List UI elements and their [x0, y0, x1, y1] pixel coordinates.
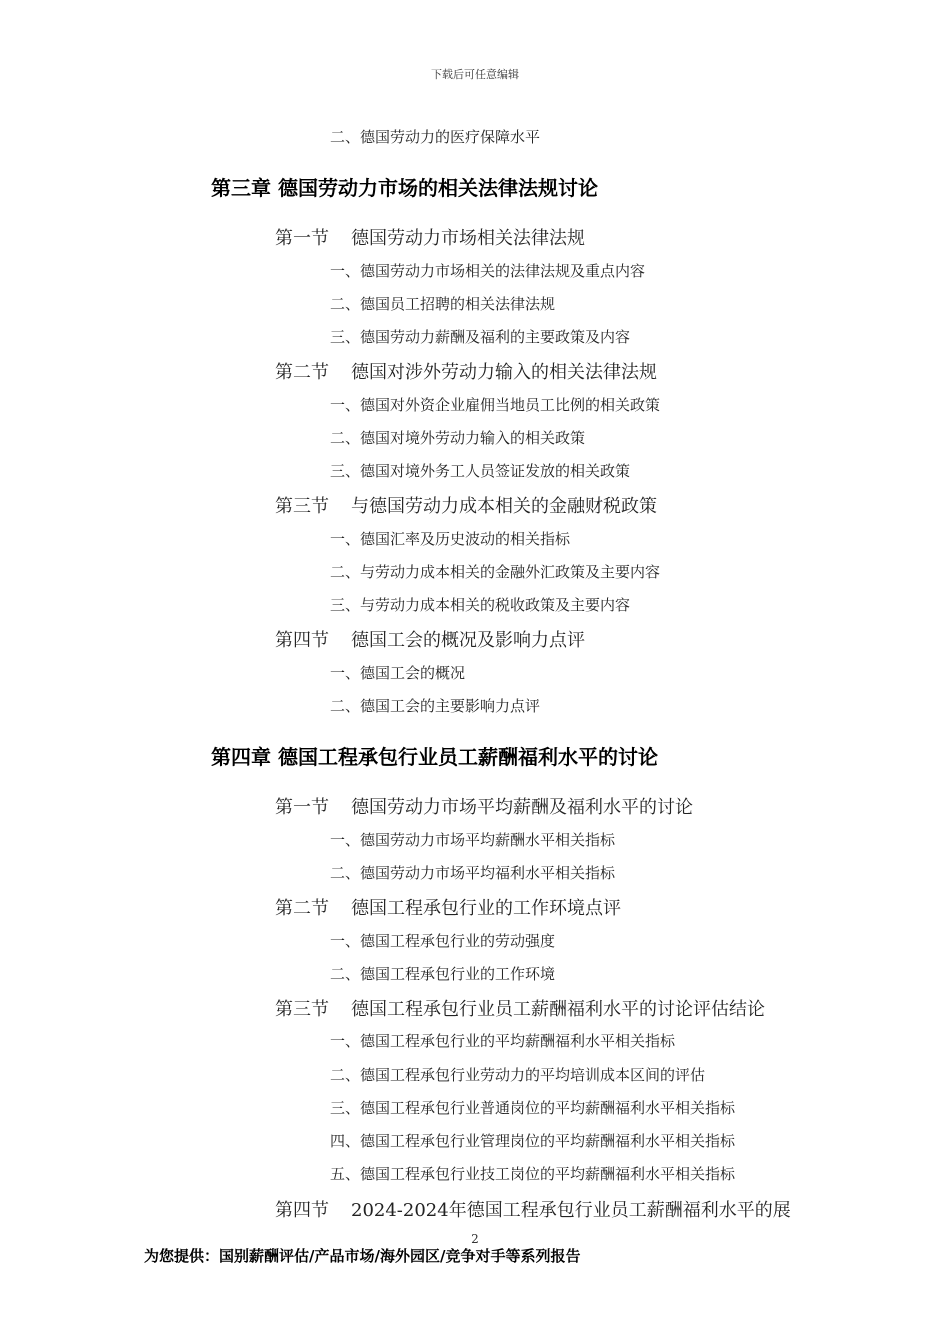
chapter-heading: 第三章 德国劳动力市场的相关法律法规讨论 [211, 176, 598, 200]
toc-item: 三、德国工程承包行业普通岗位的平均薪酬福利水平相关指标 [330, 1099, 736, 1117]
toc-item: 二、德国员工招聘的相关法律法规 [330, 295, 556, 313]
section-heading [275, 995, 765, 1021]
section-title: 德国劳动力市场相关法律法规 [351, 228, 585, 249]
toc-item: 二、德国工会的主要影响力点评 [330, 697, 541, 715]
toc-item: 一、德国工程承包行业的劳动强度 [330, 932, 556, 950]
section-heading [275, 626, 585, 652]
toc-item: 四、德国工程承包行业管理岗位的平均薪酬福利水平相关指标 [330, 1132, 736, 1150]
toc-item: 二、德国劳动力市场平均福利水平相关指标 [330, 864, 616, 882]
toc-item: 二、德国对境外劳动力输入的相关政策 [330, 429, 586, 447]
section-heading [275, 793, 693, 819]
section-title: 德国对涉外劳动力输入的相关法律法规 [351, 362, 657, 383]
section-heading [275, 492, 657, 518]
section-heading [275, 1196, 791, 1222]
section-title: 德国劳动力市场平均薪酬及福利水平的讨论 [351, 797, 693, 818]
toc-item: 二、德国劳动力的医疗保障水平 [330, 128, 541, 146]
toc-item: 五、德国工程承包行业技工岗位的平均薪酬福利水平相关指标 [330, 1165, 736, 1183]
section-number: 第三节 [275, 496, 329, 517]
toc-item: 一、德国劳动力市场平均薪酬水平相关指标 [330, 831, 616, 849]
chapter-heading: 第四章 德国工程承包行业员工薪酬福利水平的讨论 [211, 745, 658, 769]
page-number: 2 [471, 1232, 479, 1246]
toc-item: 三、德国劳动力薪酬及福利的主要政策及内容 [330, 328, 631, 346]
section-heading [275, 224, 585, 250]
section-title: 与德国劳动力成本相关的金融财税政策 [351, 496, 657, 517]
section-number: 第一节 [275, 228, 329, 249]
section-title: 德国工程承包行业员工薪酬福利水平的讨论评估结论 [351, 999, 765, 1020]
toc-item: 一、德国工程承包行业的平均薪酬福利水平相关指标 [330, 1032, 676, 1050]
section-number: 第二节 [275, 362, 329, 383]
toc-item: 二、与劳动力成本相关的金融外汇政策及主要内容 [330, 563, 661, 581]
section-number: 第三节 [275, 999, 329, 1020]
toc-item: 一、德国汇率及历史波动的相关指标 [330, 530, 571, 548]
toc-item: 二、德国工程承包行业的工作环境 [330, 965, 556, 983]
section-title: 2024-2024年德国工程承包行业员工薪酬福利水平的展 [351, 1200, 791, 1221]
section-number: 第四节 [275, 1200, 329, 1221]
toc-item: 一、德国对外资企业雇佣当地员工比例的相关政策 [330, 396, 661, 414]
toc-item: 三、德国对境外务工人员签证发放的相关政策 [330, 462, 631, 480]
section-title: 德国工程承包行业的工作环境点评 [351, 898, 621, 919]
section-heading [275, 358, 657, 384]
toc-item: 二、德国工程承包行业劳动力的平均培训成本区间的评估 [330, 1066, 706, 1084]
toc-item: 一、德国工会的概况 [330, 664, 466, 682]
section-heading [275, 894, 621, 920]
section-title: 德国工会的概况及影响力点评 [351, 630, 585, 651]
footer-text: 为您提供：国别薪酬评估/产品市场/海外园区/竞争对手等系列报告 [144, 1247, 581, 1265]
toc-item: 三、与劳动力成本相关的税收政策及主要内容 [330, 596, 631, 614]
toc-item: 一、德国劳动力市场相关的法律法规及重点内容 [330, 262, 646, 280]
section-number: 第四节 [275, 630, 329, 651]
section-number: 第一节 [275, 797, 329, 818]
section-number: 第二节 [275, 898, 329, 919]
header-note: 下载后可任意编辑 [431, 68, 519, 81]
